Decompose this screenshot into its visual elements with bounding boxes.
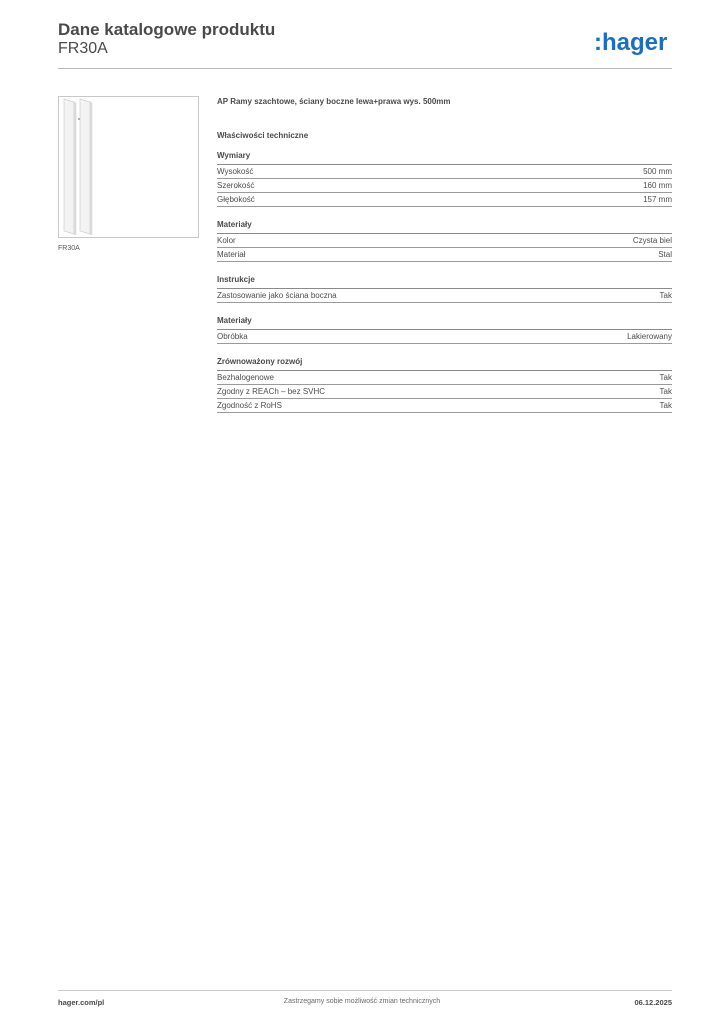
footer-divider [58, 990, 672, 991]
section-title: Materiały [217, 315, 672, 330]
technical-properties-heading: Właściwości techniczne [217, 131, 309, 140]
spec-label: Głębokość [217, 195, 255, 204]
spec-value: 160 mm [643, 181, 672, 190]
spec-label: Zgodny z REACh – bez SVHC [217, 387, 326, 396]
spec-value: Tak [659, 401, 672, 410]
spec-value: Tak [659, 373, 672, 382]
page-header [58, 20, 275, 58]
section-materials-finish [217, 315, 672, 344]
logo-text: :hager [594, 29, 668, 56]
spec-value: 500 mm [643, 167, 672, 176]
spec-value: Czysta biel [632, 236, 672, 245]
section-title: Instrukcje [217, 274, 672, 289]
product-image [58, 96, 199, 238]
spec-row [217, 371, 672, 385]
spec-label: Zgodność z RoHS [217, 401, 282, 410]
spec-label: Materiał [217, 250, 246, 259]
hager-logo [594, 28, 674, 56]
section-title: Zrównoważony rozwój [217, 356, 672, 371]
document-title: Dane katalogowe produktu [58, 20, 276, 39]
spec-row [217, 179, 672, 193]
section-title: Materiały [217, 219, 672, 234]
product-code: FR30A [58, 40, 108, 57]
spec-row [217, 165, 672, 179]
spec-value: Stal [658, 250, 672, 259]
spec-value: Tak [659, 291, 672, 300]
spec-row [217, 234, 672, 248]
spec-row [217, 248, 672, 262]
spec-value: Tak [659, 387, 672, 396]
spec-label: Zastosowanie jako ściana boczna [217, 291, 337, 300]
footer-website-link[interactable]: hager.com/pl [58, 998, 105, 1007]
spec-row [217, 385, 672, 399]
spec-label: Bezhalogenowe [217, 373, 274, 382]
section-dimensions [217, 150, 672, 207]
image-caption: FR30A [58, 245, 80, 252]
spec-label: Kolor [217, 236, 236, 245]
spec-label: Wysokość [217, 167, 254, 176]
section-instructions [217, 274, 672, 303]
spec-row [217, 330, 672, 344]
section-title: Wymiary [217, 150, 672, 165]
spec-label: Obróbka [217, 332, 248, 341]
footer-disclaimer: Zastrzegamy sobie możliwość zmian technicznych [283, 998, 441, 1005]
spec-row [217, 289, 672, 303]
footer-date: 06.12.2025 [634, 998, 672, 1007]
section-sustainability [217, 356, 672, 413]
product-description: AP Ramy szachtowe, ściany boczne lewa+prawa wys. 500mm [217, 97, 451, 106]
product-details [217, 96, 672, 425]
spec-label: Szerokość [217, 181, 255, 190]
spec-row [217, 399, 672, 413]
section-materials [217, 219, 672, 262]
header-divider [58, 68, 672, 69]
side-panels-illustration [59, 97, 198, 237]
spec-row [217, 193, 672, 207]
spec-value: 157 mm [643, 195, 672, 204]
spec-value: Lakierowany [627, 332, 672, 341]
